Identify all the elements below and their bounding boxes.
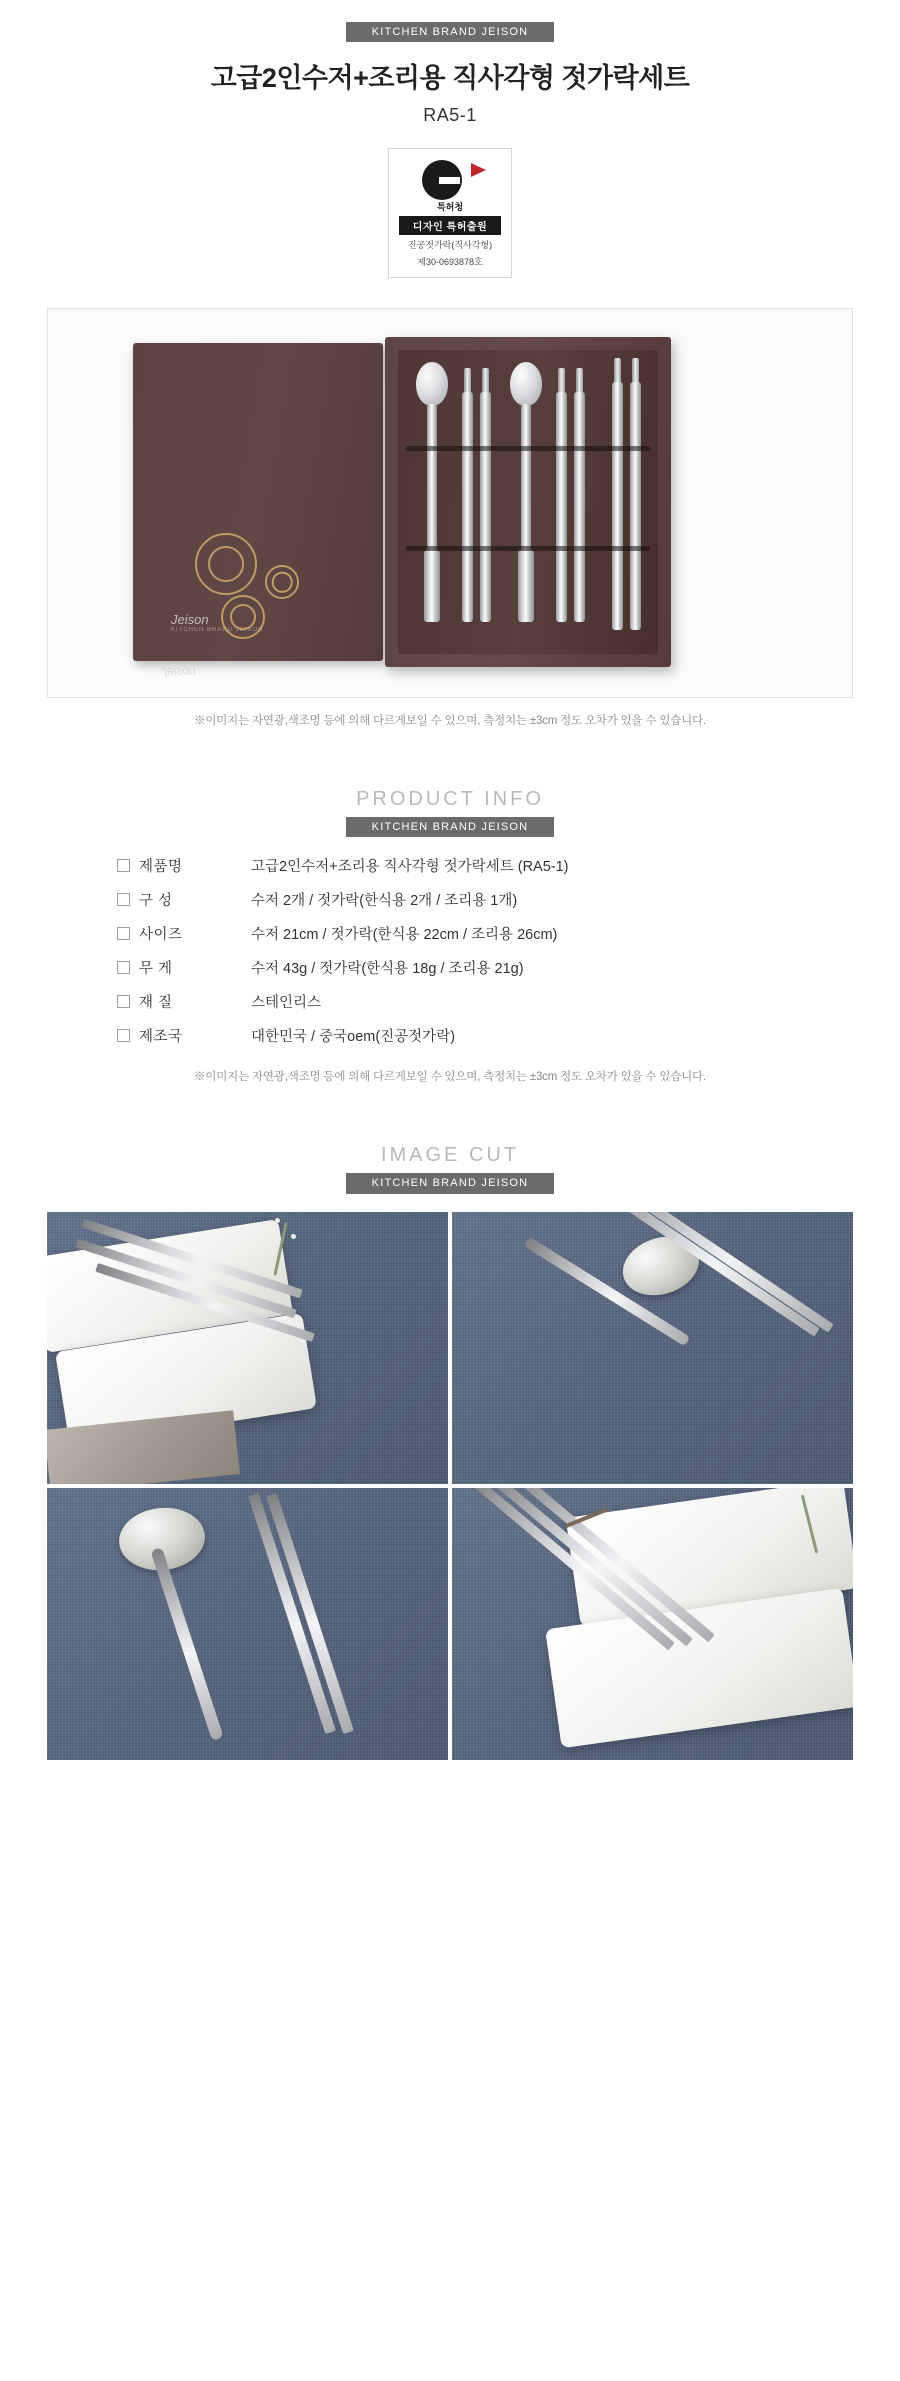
plant-bud [269,1242,274,1247]
lid-brand-logo-subtext: KITCHEN BRAND JEISON [171,627,264,634]
cooking-chopstick-tip-b [632,358,639,384]
image-cut-photo-1 [47,1212,448,1484]
patent-line-1: 진공젓가락(직사각형) [407,240,493,251]
image-cut-photo-4 [452,1488,853,1760]
product-info-brand-ribbon: KITCHEN BRAND JEISON [346,817,555,837]
spoon-handle-end-1 [424,550,440,622]
image-cut-photo-2 [452,1212,853,1484]
plant-bud [291,1234,296,1239]
chopstick-2b [574,392,585,622]
image-cut-photo-3 [47,1488,448,1760]
main-image-caption: ※이미지는 자연광,색조명 등에 의해 다르게보일 수 있으며, 측정치는 ±3cm 정도 오차가 있을 수 있습니다. [194,715,706,728]
patent-badge [388,148,512,278]
info-row [117,855,853,876]
image-cut-title: IMAGE CUT [380,1144,520,1167]
medallion-pattern-large-icon [195,533,257,595]
info-value: 대한민국 / 중국oem(진공젓가락) [251,1029,456,1046]
page-title: 고급2인수저+조리용 직사각형 젓가락세트 [210,63,690,94]
tray-divider-top [406,446,650,451]
product-info-caption: ※이미지는 자연광,색조명 등에 의해 다르게보일 수 있으며, 측정치는 ±3cm 정도 오차가 있을 수 있습니다. [194,1071,706,1084]
gift-box-lid [133,343,383,680]
info-label: 제조국 [139,1029,183,1046]
linen-background [47,1488,448,1760]
plant-bud [820,1506,825,1511]
product-info-title: PRODUCT INFO [356,788,544,811]
info-row [117,889,853,910]
chopstick-tip-1b [482,368,489,394]
medallion-pattern-small-icon [265,565,299,599]
chopstick-tip-2a [558,368,565,394]
info-label: 제품명 [139,859,183,876]
info-label: 사이즈 [139,927,183,944]
lid-brand-logo [171,612,263,633]
checkbox-icon [117,859,130,872]
patent-circle-icon [422,160,462,200]
gift-box [133,337,698,680]
info-label: 구 성 [139,893,173,910]
spoon-handle-1 [427,404,437,554]
image-cut-section-header [0,1144,900,1193]
cooking-chopstick-a [612,382,623,630]
plant-bud [796,1516,801,1521]
checkbox-icon [117,893,130,906]
title-block [0,56,900,126]
info-value: 고급2인수저+조리용 직사각형 젓가락세트 (RA5-1) [251,859,569,876]
image-cut-brand-ribbon: KITCHEN BRAND JEISON [346,1173,555,1193]
spoon-head-1 [416,362,448,406]
bottom-spacer [0,1760,900,1790]
lid-brand-logo-reflection: Jeison [161,665,196,680]
brand-ribbon: KITCHEN BRAND JEISON [346,22,555,42]
chopstick-tip-2b [576,368,583,394]
main-product-image [47,308,853,698]
chopstick-1a [462,392,473,622]
patent-badge-label: 디자인 특허출원 [399,216,501,235]
info-value: 수저 43g / 젓가락(한식용 18g / 조리용 21g) [251,961,524,978]
patent-agency-name: 특허청 [436,202,464,213]
chopstick-tip-1a [464,368,471,394]
tray-divider-bottom [406,546,650,551]
top-brand-ribbon-wrap [0,0,900,42]
chopstick-1b [480,392,491,622]
checkbox-icon [117,961,130,974]
plant-bud [275,1218,280,1223]
info-label: 재 질 [139,995,173,1012]
lid-brand-logo-text: Jeison [171,612,209,628]
info-row [117,1025,853,1046]
product-info-table [47,855,853,1046]
info-row [117,923,853,944]
spoon-handle-2 [521,404,531,554]
checkbox-icon [117,1029,130,1042]
checkbox-icon [117,927,130,940]
spoon-head-2 [510,362,542,406]
patent-line-2: 제30-0693878호 [417,257,483,268]
gift-box-tray [398,350,658,654]
product-info-section-header [0,788,900,837]
checkbox-icon [117,995,130,1008]
image-cut-grid [47,1212,853,1760]
cooking-chopstick-b [630,382,641,630]
info-value: 수저 2개 / 젓가락(한식용 2개 / 조리용 1개) [251,893,518,910]
chopstick-2a [556,392,567,622]
info-row [117,957,853,978]
info-row [117,991,853,1012]
info-value: 수저 21cm / 젓가락(한식용 22cm / 조리용 26cm) [251,927,558,944]
info-value: 스테인리스 [251,995,322,1012]
plant-bud [802,1490,807,1495]
product-model: RA5-1 [423,105,477,126]
patent-arrow-icon [471,163,486,177]
cooking-chopstick-tip-a [614,358,621,384]
patent-agency-logo-icon [408,159,492,203]
info-label: 무 게 [139,961,173,978]
spoon-handle-end-2 [518,550,534,622]
gift-box-body [385,337,671,667]
